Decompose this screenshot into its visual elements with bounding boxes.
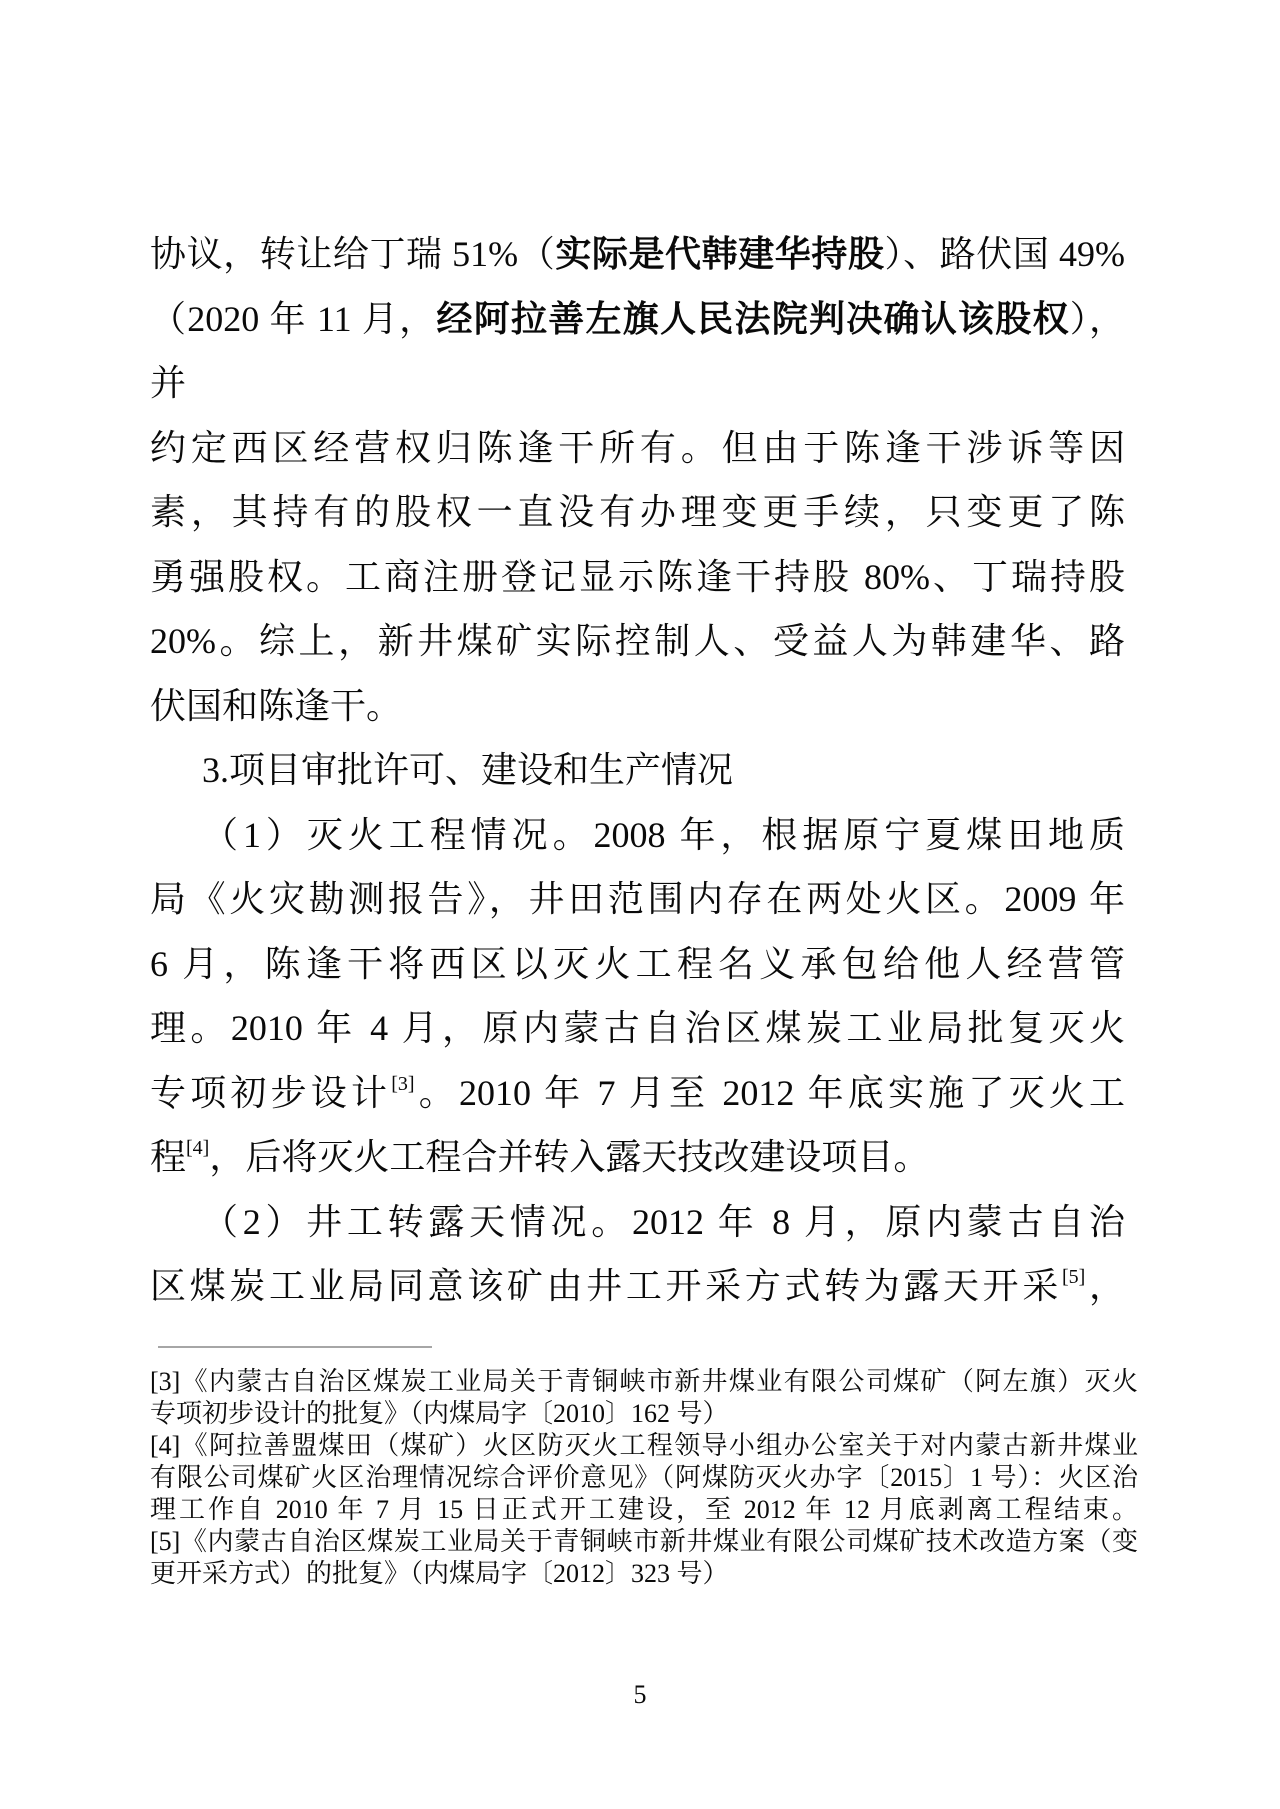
paragraph-fire-extinguishing bbox=[150, 803, 1125, 1190]
text-line: 约定西区经营权归陈逢干所有。但由于陈逢干涉诉等因 bbox=[150, 427, 1125, 468]
text-segment: 。2010 年 7 月至 2012 年底实施了灭火工 bbox=[414, 1072, 1125, 1113]
footnote-4-line: [4]《阿拉善盟煤田（煤矿）火区防灭火工程领导小组办公室关于对内蒙古新井煤业 bbox=[150, 1431, 1138, 1460]
page-number: 5 bbox=[633, 1680, 647, 1709]
section-heading: 3.项目审批许可、建设和生产情况 bbox=[202, 750, 734, 790]
footnote-5-line: 更开采方式）的批复》（内煤局字〔2012〕323 号） bbox=[150, 1559, 729, 1588]
text-segment-remark: 经阿拉善左旗人民法院判决确认该股权 bbox=[436, 298, 1070, 339]
text-line: 局《火灾勘测报告》，井田范围内存在两处火区。2009 年 bbox=[150, 879, 1125, 919]
text-line bbox=[150, 222, 1125, 287]
footnote-separator bbox=[158, 1346, 432, 1348]
footnotes bbox=[150, 1366, 1138, 1590]
footnote-5-line: [5]《内蒙古自治区煤炭工业局关于青铜峡市新井煤业有限公司煤矿技术改造方案（变 bbox=[150, 1527, 1138, 1556]
text-segment: （2020 年 11 月， bbox=[150, 298, 437, 339]
text-segment: 协议，转让给丁瑞 51%（ bbox=[150, 234, 556, 274]
text-line: 素，其持有的股权一直没有办理变更手续，只变更了陈 bbox=[150, 492, 1125, 532]
footnote-ref-3: [3] bbox=[391, 1072, 415, 1095]
paragraph-equity-transfer bbox=[150, 222, 1125, 738]
text-segment: 专项初步设计 bbox=[150, 1072, 392, 1113]
text-segment: 程 bbox=[150, 1137, 187, 1177]
text-segment: ）、路伏国 49% bbox=[884, 234, 1125, 274]
footnote-3-line: 专项初步设计的批复》（内煤局字〔2010〕162 号） bbox=[150, 1399, 729, 1428]
footnote-4-line: 有限公司煤矿火区治理情况综合评价意见》（阿煤防灭火办字〔2015〕1 号）：火区治 bbox=[150, 1463, 1138, 1492]
text-line bbox=[150, 1125, 1125, 1190]
text-line: 6 月，陈逢干将西区以灭火工程名义承包给他人经营管 bbox=[150, 943, 1125, 984]
text-line: 勇强股权。工商注册登记显示陈逢干持股 80%、丁瑞持股 bbox=[150, 556, 1125, 597]
paragraph-open-pit-conversion bbox=[150, 1190, 1125, 1319]
text-line: 伏国和陈逢干。 bbox=[150, 685, 403, 726]
text-segment-remark: 实际是代韩建华持股 bbox=[555, 234, 885, 274]
main-text bbox=[150, 222, 1125, 1319]
text-segment: ， bbox=[1085, 1266, 1125, 1306]
text-line bbox=[150, 1254, 1125, 1319]
footnote-ref-5: [5] bbox=[1062, 1266, 1086, 1288]
text-line: （1）灭火工程情况。2008 年，根据原宁夏煤田地质 bbox=[202, 814, 1125, 855]
text-line: 理。2010 年 4 月，原内蒙古自治区煤炭工业局批复灭火 bbox=[150, 1008, 1125, 1048]
text-line bbox=[150, 1061, 1125, 1126]
text-segment: 区煤炭工业局同意该矿由井工开采方式转为露天开采 bbox=[150, 1266, 1062, 1306]
text-line: 20%。综上，新井煤矿实际控制人、受益人为韩建华、路 bbox=[150, 621, 1125, 661]
text-line bbox=[150, 287, 1125, 416]
text-segment: ），并 bbox=[150, 298, 1125, 403]
footnote-4-line: 理工作自 2010 年 7 月 15 日正式开工建设，至 2012 年 12 月底剥离工程结束。 bbox=[150, 1495, 1138, 1524]
footnote-3-line: [3]《内蒙古自治区煤炭工业局关于青铜峡市新井煤业有限公司煤矿（阿左旗）灭火 bbox=[150, 1367, 1138, 1396]
text-segment: ，后将灭火工程合并转入露天技改建设项目。 bbox=[209, 1137, 930, 1177]
text-line: （2）井工转露天情况。2012 年 8 月，原内蒙古自治 bbox=[202, 1201, 1125, 1242]
footnote-ref-4: [4] bbox=[186, 1137, 210, 1159]
